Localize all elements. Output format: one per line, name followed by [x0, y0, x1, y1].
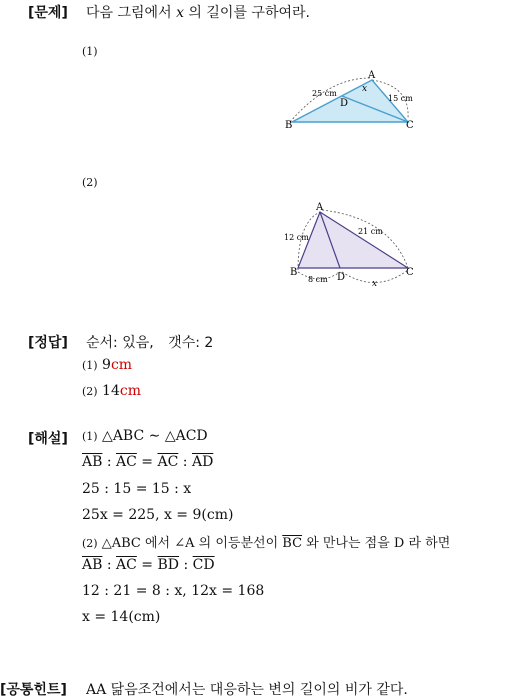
fig2-vertex-c: C	[406, 267, 414, 278]
hint-label: [공통힌트]	[0, 682, 67, 698]
fig2-vertex-a: A	[316, 202, 324, 213]
solution-line-8: x = 14(cm)	[82, 609, 161, 625]
solution-line-2: $\overline{AB}$ : $\overline{AC} = \overline{AC}$ : $\overline{AD}$	[82, 454, 214, 470]
fig2-length-ac: 21 cm	[358, 227, 383, 236]
solution-line-7: 12 : 21 = 8 : x, 12x = 168	[82, 583, 265, 599]
fig1-vertex-d: D	[340, 98, 349, 109]
solution-line-5: (2) △ABC 에서 ∠A 의 이등분선이 $\overline{BC}$ 와 만나는 점을 D 라 하면	[82, 536, 451, 551]
answer-meta: 순서: 있음, 갯수: 2	[86, 335, 214, 351]
answer-label: [정답]	[28, 335, 68, 351]
fig1-vertex-c: C	[406, 120, 414, 131]
fig1-vertex-a: A	[368, 70, 376, 81]
fig2-length-ab: 12 cm	[284, 233, 309, 242]
fig1-length-ab: 25 cm	[312, 89, 337, 98]
solution-line-4: 25x = 225, x = 9(cm)	[82, 507, 234, 523]
fig2-vertex-d: D	[337, 272, 346, 283]
fig1-length-ac: 15 cm	[388, 94, 413, 103]
fig2-number: (2)	[82, 176, 98, 189]
fig1-vertex-b: B	[285, 120, 293, 131]
solution-line-6: $\overline{AB}$ : $\overline{AC} = \overline{BD}$ : $\overline{CD}$	[82, 557, 215, 573]
fig2-length-bd: 8 cm	[308, 275, 328, 284]
answer-2: (2) 14cm	[82, 383, 141, 399]
solution-label: [해설]	[28, 431, 68, 447]
figure-1-triangle	[280, 70, 420, 132]
problem-text: 다음 그림에서 x 의 길이를 구하여라.	[86, 5, 310, 21]
solution-line-1: (1) △ABC ∼ △ACD	[82, 428, 208, 444]
fig2-vertex-b: B	[290, 267, 298, 278]
hint-text: AA 닮음조건에서는 대응하는 변의 길이의 비가 같다.	[86, 682, 408, 698]
solution-line-3: 25 : 15 = 15 : x	[82, 481, 192, 497]
answer-1: (1) 9cm	[82, 357, 133, 373]
fig2-length-x: x	[372, 279, 378, 289]
fig1-length-x: x	[362, 84, 368, 94]
problem-label: [문제]	[28, 5, 68, 21]
fig1-number: (1)	[82, 45, 98, 58]
figure-2-triangle	[280, 200, 420, 292]
